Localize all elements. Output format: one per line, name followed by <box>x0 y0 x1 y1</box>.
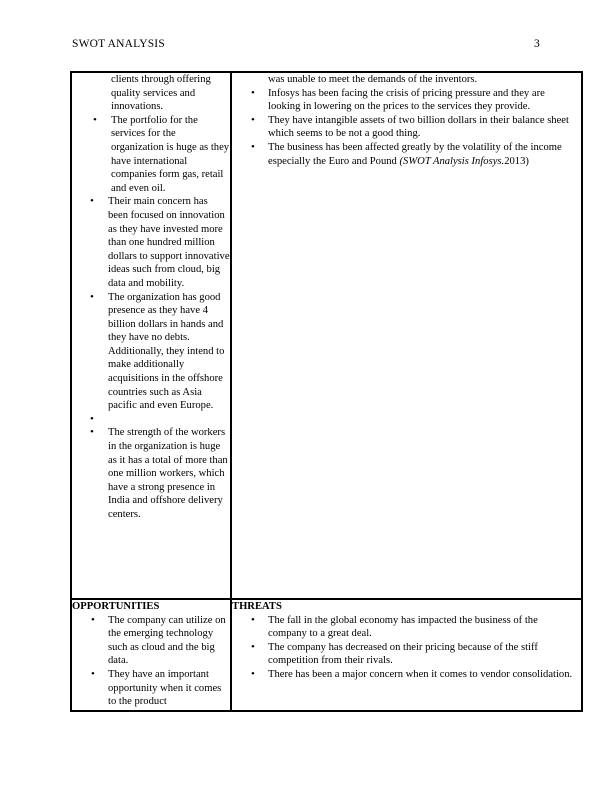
opportunities-heading: OPPORTUNITIES <box>72 601 160 612</box>
list-item: • The strength of the workers in the organization is huge as it has a total of more than one million workers, which have a strong presence in India and offshore delivery centers. <box>72 426 230 521</box>
list-item: clients through offering quality services and innovations. <box>111 74 211 113</box>
weaknesses-list <box>232 73 581 168</box>
threats-heading: THREATS <box>232 601 282 612</box>
citation-year: 2013) <box>504 155 529 167</box>
opportunities-list <box>72 614 230 709</box>
list-item: • They have an important opportunity when it comes to the product <box>72 668 230 709</box>
page-number: 3 <box>534 38 540 50</box>
list-item <box>232 141 581 168</box>
strengths-list <box>72 73 230 522</box>
list-item: • There has been a major concern when it comes to vendor consolidation. <box>232 668 581 682</box>
list-item: • The company has decreased on their pricing because of the stiff competition from their rivals. <box>232 641 581 668</box>
strengths-cell <box>71 72 231 599</box>
swot-table <box>70 71 583 712</box>
opportunities-cell <box>71 599 231 711</box>
list-spacer <box>72 413 230 427</box>
list-item: • The portfolio for the services for the organization is huge as they have international companies form gas, retail and even oil. <box>72 114 230 196</box>
list-item: • The company can utilize on the emerging technology such as cloud and the big data. <box>72 614 230 668</box>
threats-cell <box>231 599 582 711</box>
list-item: • The fall in the global economy has impacted the business of the company to a great deal. <box>232 614 581 641</box>
list-item: was unable to meet the demands of the inventors. <box>268 74 478 85</box>
list-item: • Their main concern has been focused on innovation as they have invested more than one hundred million dollars to support innovative ideas such from cloud, big data and mobility. <box>72 195 230 290</box>
citation-title: (SWOT Analysis Infosys. <box>399 155 505 167</box>
list-item: • The organization has good presence as they have 4 billion dollars in hands and they have no debts. Additionally, they intend to make additionally acquisitions in the offshore countries such as Asia pacific and even Europe. <box>72 291 230 413</box>
list-item-text: The business has been affected greatly by the volatility of the income especially the Euro and Pound <box>268 141 562 167</box>
running-head: SWOT ANALYSIS <box>72 38 165 50</box>
list-item: • Infosys has been facing the crisis of pricing pressure and they are looking in lowering on the prices to the services they provide. <box>232 87 581 114</box>
weaknesses-cell <box>231 72 582 599</box>
threats-list <box>232 614 581 682</box>
list-item: • They have intangible assets of two billion dollars in their balance sheet which seems to be not a good thing. <box>232 114 581 141</box>
